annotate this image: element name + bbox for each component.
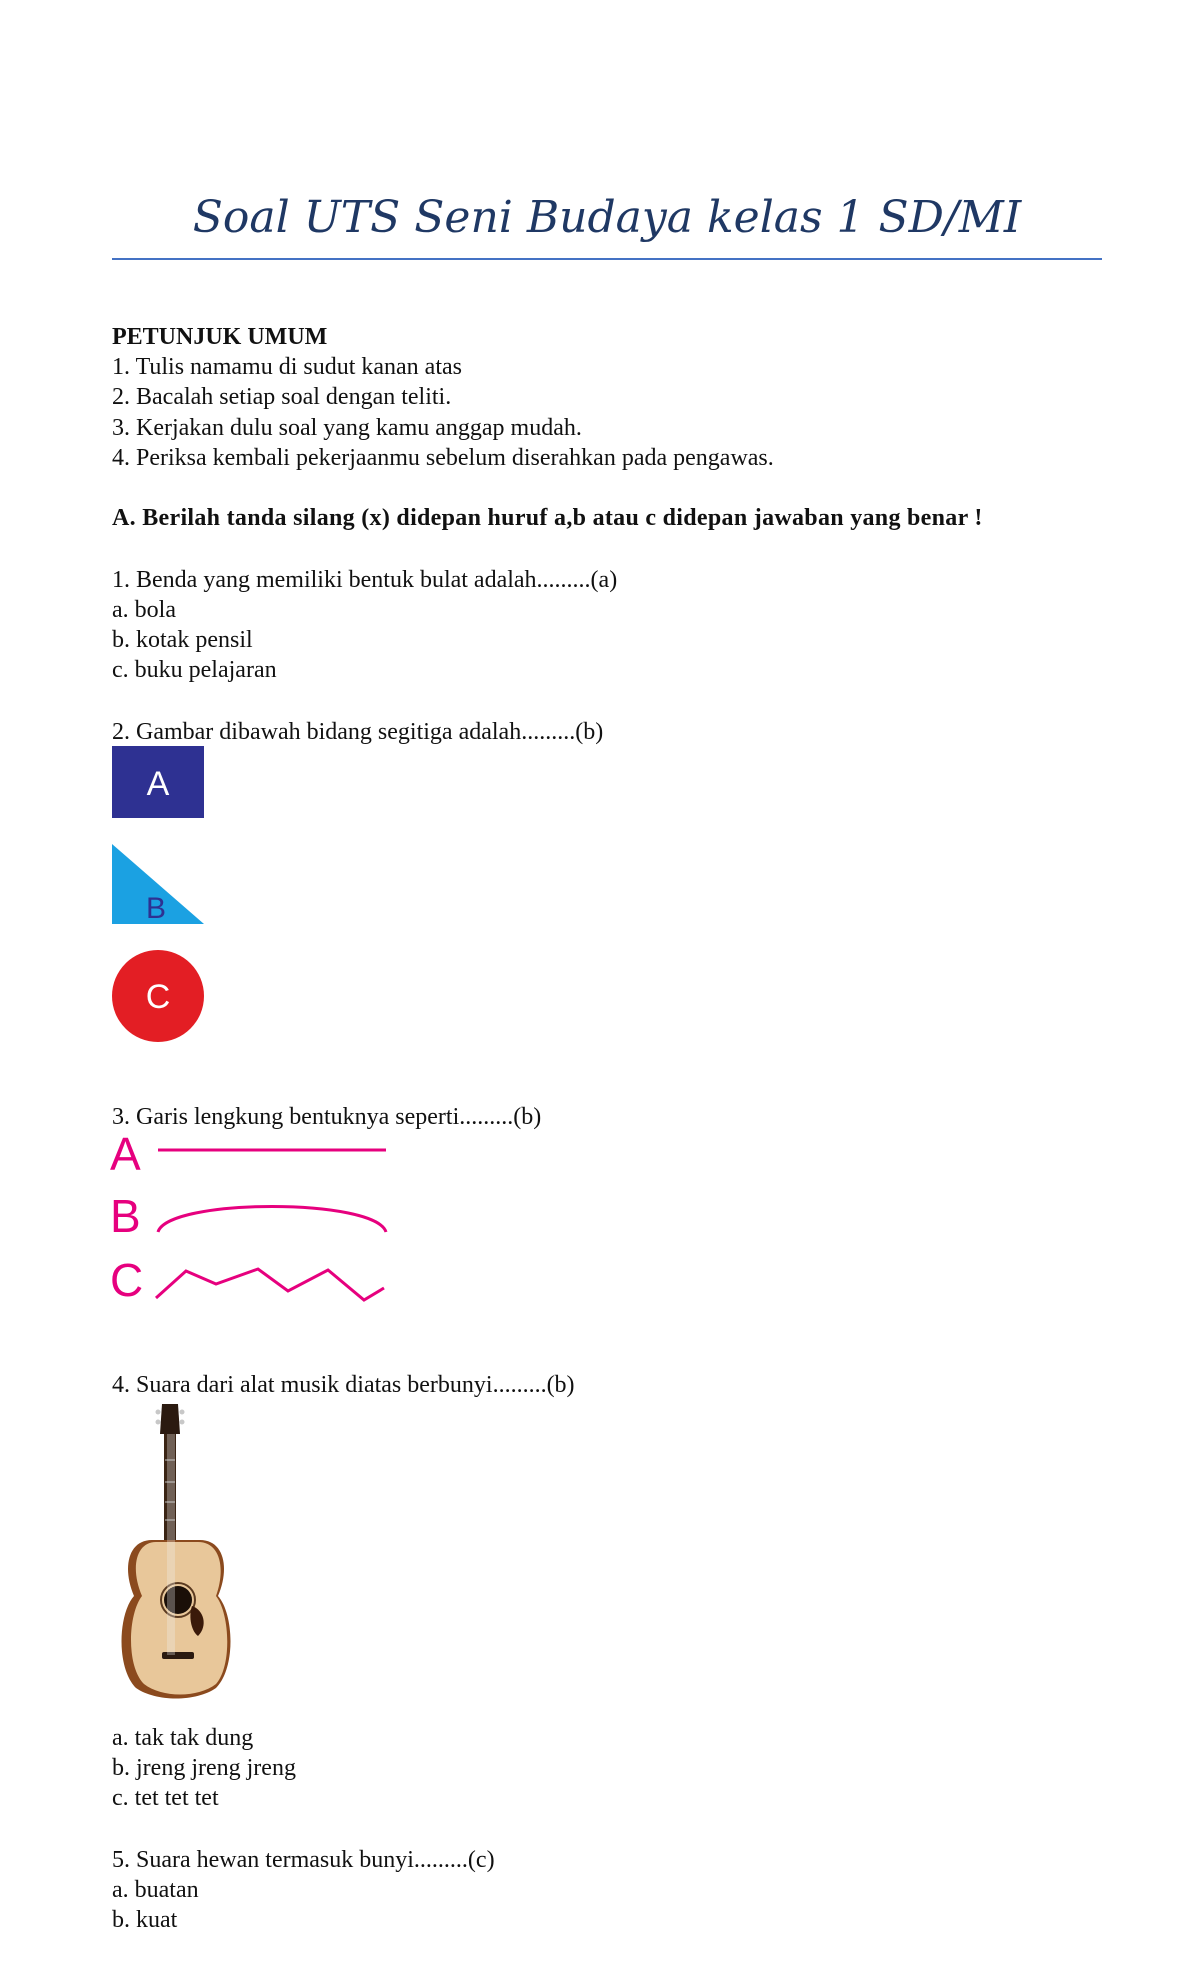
curved-line [158, 1207, 386, 1233]
shape-label-b: B [145, 892, 167, 925]
section-a-heading: A. Berilah tanda silang (x) didepan huruf a,b atau c didepan jawaban yang benar ! [112, 505, 983, 531]
guitar-image [112, 1400, 238, 1700]
question-4: 4. Suara dari alat musik diatas berbunyi.........(b) [112, 1372, 575, 1398]
instruction-item: 3. Kerjakan dulu soal yang kamu anggap mudah. [112, 415, 582, 441]
shape-label-c: C [145, 978, 171, 1016]
line-label-c: C [110, 1254, 144, 1306]
guitar-headstock [160, 1404, 180, 1434]
instruction-item: 2. Bacalah setiap soal dengan teliti. [112, 384, 452, 410]
question-5-option-a: a. buatan [112, 1877, 199, 1903]
title-divider [112, 258, 1102, 260]
document-title: Soal UTS Seni Budaya kelas 1 SD/MI [192, 192, 1022, 243]
instruction-item: 1. Tulis namamu di sudut kanan atas [112, 354, 462, 380]
question-4-option-a: a. tak tak dung [112, 1725, 254, 1751]
shape-label-a: A [146, 765, 170, 803]
instruction-item: 4. Periksa kembali pekerjaanmu sebelum diserahkan pada pengawas. [112, 445, 774, 471]
question-4-option-c: c. tet tet tet [112, 1785, 219, 1811]
shapes-figure [112, 746, 208, 1046]
question-1: 1. Benda yang memiliki bentuk bulat adalah.........(a) [112, 567, 618, 593]
question-5-option-b: b. kuat [112, 1907, 178, 1933]
question-3: 3. Garis lengkung bentuknya seperti.........(b) [112, 1104, 542, 1130]
guitar-bridge [162, 1652, 194, 1659]
question-5: 5. Suara hewan termasuk bunyi.........(c) [112, 1847, 495, 1873]
lines-figure [108, 1128, 398, 1312]
zigzag-line [156, 1269, 384, 1300]
question-1-option-b: b. kotak pensil [112, 627, 253, 653]
guitar-body-top [131, 1542, 227, 1695]
question-1-option-a: a. bola [112, 597, 176, 623]
question-4-option-b: b. jreng jreng jreng [112, 1755, 296, 1781]
question-2: 2. Gambar dibawah bidang segitiga adalah.........(b) [112, 719, 604, 745]
line-label-a: A [110, 1128, 141, 1180]
line-label-b: B [110, 1190, 141, 1242]
instructions-heading: PETUNJUK UMUM [112, 324, 328, 350]
question-1-option-c: c. buku pelajaran [112, 657, 277, 683]
